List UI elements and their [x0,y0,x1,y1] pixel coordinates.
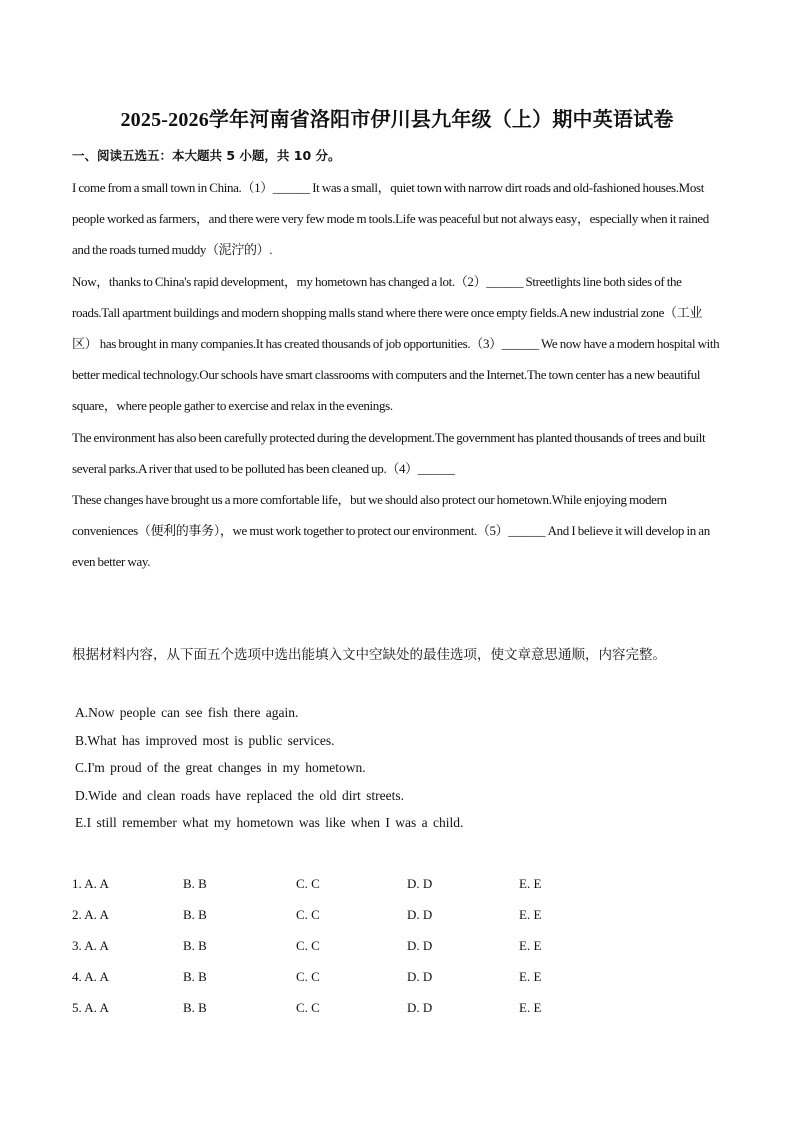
answer-choice[interactable]: B. B [183,907,207,922]
passage-paragraph: I come from a small town in China.（1）______ It was a small，quiet town with narrow dirt roads and old-fashioned houses.Most people worked as farmers，and there were very few mode m tools.Life was peaceful but not always easy，especially when it rained and the roads turned muddy（泥泞的）. [72,180,709,258]
answer-choice[interactable]: B. B [183,876,207,891]
option-b: B.What has improved most is public services. [75,732,335,748]
option-a: A.Now people can see fish there again. [75,705,299,720]
answer-choice[interactable]: B. B [183,1000,207,1015]
answer-row-3 [72,938,592,969]
option-e: E.I still remember what my hometown was like when I was a child. [75,815,464,831]
page-title: 2025-2026学年河南省洛阳市伊川县九年级（上）期中英语试卷 [120,109,674,131]
answer-choice[interactable]: 4. A. A [72,969,109,984]
answer-row-4 [72,969,592,1000]
reading-passage [72,172,722,578]
answer-choice[interactable]: 5. A. A [72,1000,109,1015]
answer-choice[interactable]: E. E [519,938,542,953]
answer-choice[interactable]: E. E [519,969,542,984]
question-instruction: 根据材料内容，从下面五个选项中选出能填入文中空缺处的最佳选项，使文章意思通顺，内容完整。 [72,647,666,663]
passage-paragraph: These changes have brought us a more comfortable life，but we should also protect our hometown.While enjoying modern conveniences（便利的事务），we must work together to protect our environment.（5）______ And I believe it will develop in an even better way. [72,492,710,570]
answer-grid [72,876,592,1031]
answer-choice[interactable]: D. D [407,969,433,984]
answer-row-2 [72,907,592,938]
answer-choice[interactable]: B. B [183,969,207,984]
answer-choice[interactable]: E. E [519,907,542,922]
passage-paragraph: The environment has also been carefully protected during the development.The government has planted thousands of trees and built several parks.A river that used to be polluted has been cleaned up.（4）______ [72,429,706,476]
answer-choice[interactable]: C. C [296,907,320,922]
answer-choice[interactable]: E. E [519,1000,542,1015]
passage-paragraph: Now，thanks to China's rapid development，my hometown has changed a lot.（2）______ Streetlights line both sides of the roads.Tall apartment buildings and modern shopping malls stand where there were once empty fields.A new industrial zone（工业区） has brought in many companies.It has created thousands of job opportunities.（3）______ We now have a modern hospital with better medical technology.Our schools have smart classrooms with computers and the Internet.The town center has a new beautiful square，where people gather to exercise and relax in the evenings. [72,273,720,414]
option-c: C.I'm proud of the great changes in my hometown. [75,760,366,776]
option-d: D.Wide and clean roads have replaced the old dirt streets. [75,787,404,803]
answer-row-1 [72,876,592,907]
answer-choice[interactable]: 2. A. A [72,907,109,922]
answer-choice[interactable]: 1. A. A [72,876,109,891]
answer-choice[interactable]: C. C [296,938,320,953]
answer-choice[interactable]: C. C [296,969,320,984]
answer-choice[interactable]: C. C [296,876,320,891]
answer-row-5 [72,1000,592,1031]
answer-choice[interactable]: D. D [407,876,433,891]
answer-choice[interactable]: B. B [183,938,207,953]
answer-choice[interactable]: E. E [519,876,542,891]
answer-choice[interactable]: 3. A. A [72,938,109,953]
answer-choice[interactable]: C. C [296,1000,320,1015]
option-list [75,699,463,837]
section-heading: 一、阅读五选五：本大题共 5 小题，共 10 分。 [72,148,341,163]
answer-choice[interactable]: D. D [407,907,433,922]
answer-choice[interactable]: D. D [407,1000,433,1015]
answer-choice[interactable]: D. D [407,938,433,953]
